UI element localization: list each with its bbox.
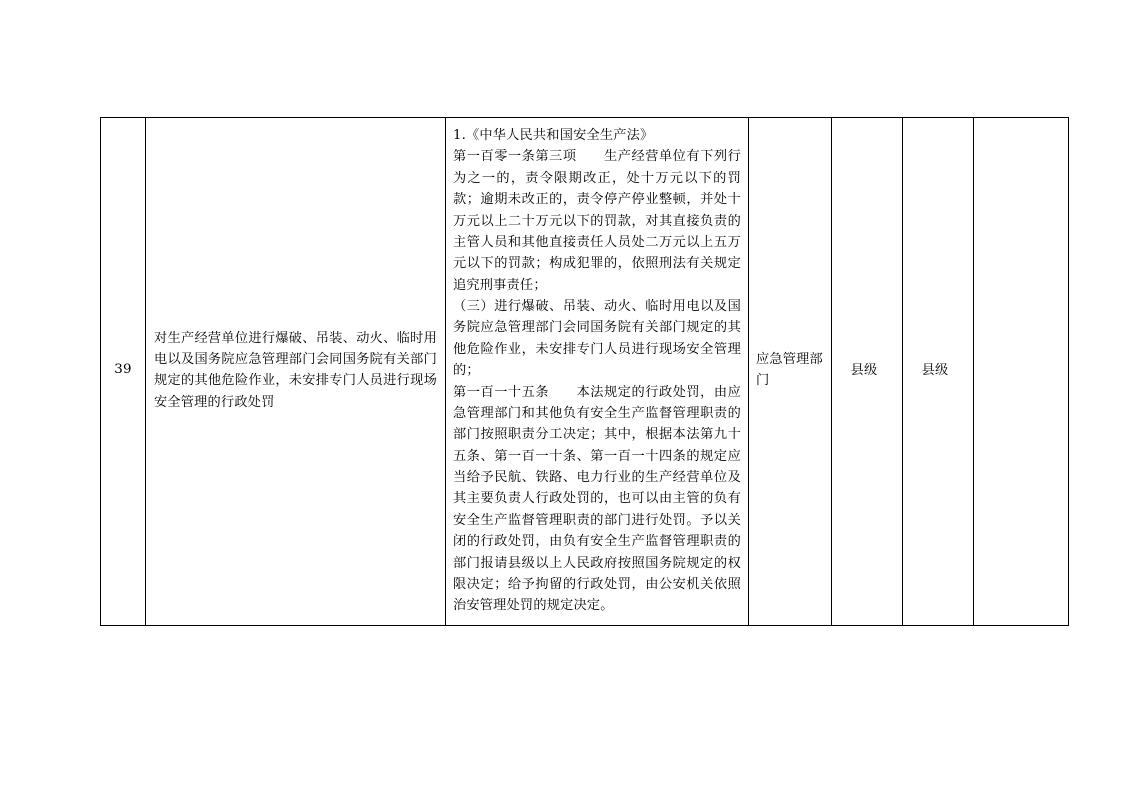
regulation-table [100,117,1069,626]
legal-basis-line: 1.《中华人民共和国安全生产法》 [453,128,654,143]
legal-basis-line: 第一百零一条第三项 生产经营单位有下列行为之一的，责令限期改正，处十万元以下的罚款；逾期未改正的，责令停产停业整顿，并处十万元以上二十万元以下的罚款，对其直接负责的主管人员和其他直接责任人员处二万元以上五万元以下的罚款；构成犯罪的，依照刑法有关规定追究刑事责任； [453,149,741,293]
table-row [101,118,1069,626]
item-name-text: 对生产经营单位进行爆破、吊装、动火、临时用电以及国务院应急管理部门会同国务院有关部门规定的其他危险作业，未安排专门人员进行现场安全管理的行政处罚 [154,330,437,410]
cell-remarks [974,118,1069,626]
cell-department [749,118,832,626]
department-text: 应急管理部门 [756,351,823,389]
remarks-text [974,361,1068,381]
cell-level-1 [832,118,903,626]
cell-item-name [146,118,446,626]
legal-basis-text [446,118,748,625]
index-number: 39 [114,362,132,378]
cell-legal-basis [446,118,749,626]
level-2-text: 县级 [921,362,949,378]
level-1-text: 县级 [850,362,878,378]
legal-basis-line: 第一百一十五条 本法规定的行政处罚，由应急管理部门和其他负有安全生产监督管理职责的部门按照职责分工决定；其中，根据本法第九十五条、第一百一十条、第一百一十四条的规定应当给予民航、铁路、电力行业的生产经营单位及其主要负责人行政处罚的，也可以由主管的负有安全生产监督管理职责的部门进行处罚。予以关闭的行政处罚，由负有安全生产监督管理职责的部门报请县级以上人民政府按照国务院规定的权限决定；给予拘留的行政处罚，由公安机关依照治安管理处罚的规定决定。 [453,384,741,614]
legal-basis-line: （三）进行爆破、吊装、动火、临时用电以及国务院应急管理部门会同国务院有关部门规定的其他危险作业，未安排专门人员进行现场安全管理的； [453,299,741,379]
cell-level-2 [903,118,974,626]
cell-index [101,118,146,626]
